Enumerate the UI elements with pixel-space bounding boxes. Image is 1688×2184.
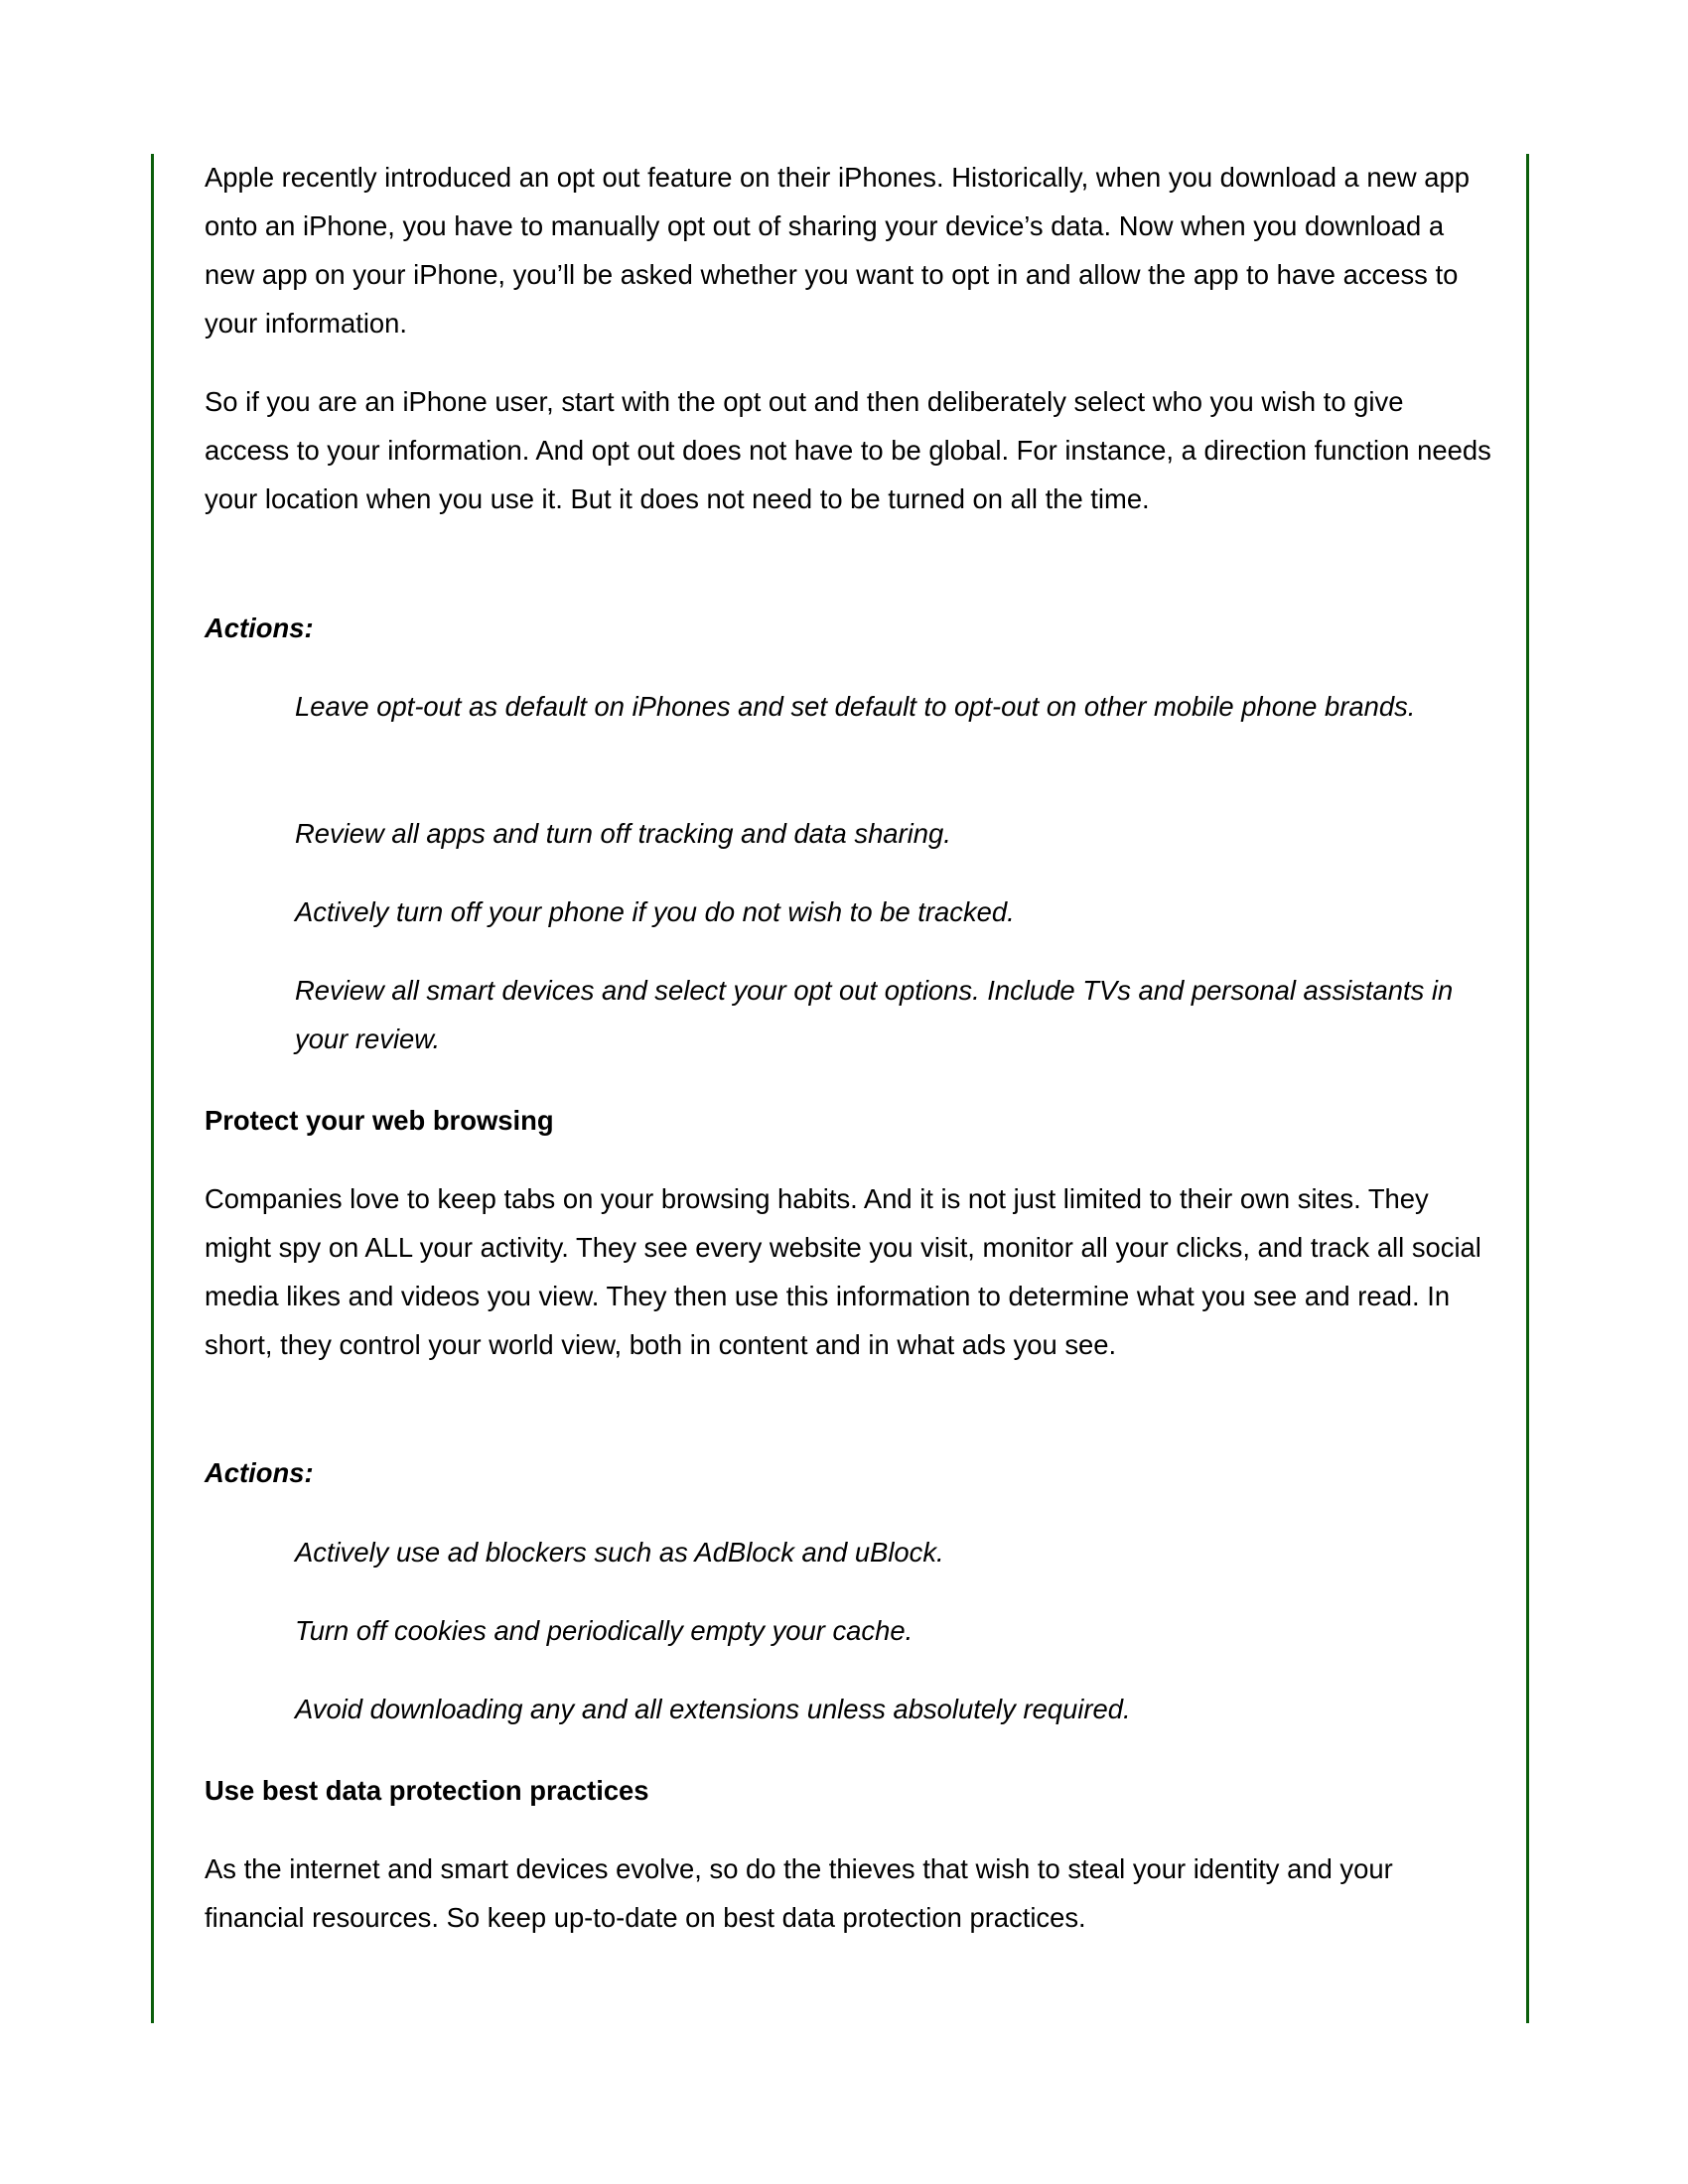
actions-label-1: Actions:	[205, 613, 314, 643]
paragraph-web-browsing: Companies love to keep tabs on your browsing habits. And it is not just limited to their own sites. They might spy on ALL your activity. They see every website you visit, monitor all your clicks, and track all social media likes and videos you view. They then use this information to determine what you see and read. In short, they control your world view, both in content and in what ads you see.	[205, 1183, 1481, 1360]
action-item: Review all smart devices and select your opt out options. Include TVs and personal assistants in your review.	[295, 975, 1454, 1054]
action-item: Review all apps and turn off tracking and data sharing.	[295, 818, 951, 849]
paragraph-iphone-user: So if you are an iPhone user, start with the opt out and then deliberately select who you wish to give access to your information. And opt out does not have to be global. For instance, a direction function needs your location when you use it. But it does not need to be turned on all the time.	[205, 386, 1491, 514]
heading-data-protection: Use best data protection practices	[205, 1775, 649, 1806]
action-item: Avoid downloading any and all extensions unless absolutely required.	[295, 1694, 1131, 1724]
left-border-rule	[151, 154, 154, 2023]
heading-protect-web-browsing: Protect your web browsing	[205, 1105, 554, 1136]
right-border-rule	[1526, 154, 1529, 2023]
actions-label-2: Actions:	[205, 1457, 314, 1488]
action-item: Actively turn off your phone if you do not wish to be tracked.	[295, 896, 1015, 927]
action-item: Turn off cookies and periodically empty your cache.	[295, 1615, 914, 1646]
paragraph-data-protection: As the internet and smart devices evolve, so do the thieves that wish to steal your identity and your financial resources. So keep up-to-date on best data protection practices.	[205, 1853, 1393, 1933]
paragraph-opt-out-intro: Apple recently introduced an opt out feature on their iPhones. Historically, when you download a new app onto an iPhone, you have to manually opt out of sharing your device’s data. Now when you download a new app on your iPhone, you’ll be asked whether you want to opt in and allow the app to have access to your information.	[205, 162, 1470, 339]
action-item: Leave opt-out as default on iPhones and set default to opt-out on other mobile phone brands.	[295, 691, 1416, 722]
action-item: Actively use ad blockers such as AdBlock and uBlock.	[295, 1537, 944, 1568]
